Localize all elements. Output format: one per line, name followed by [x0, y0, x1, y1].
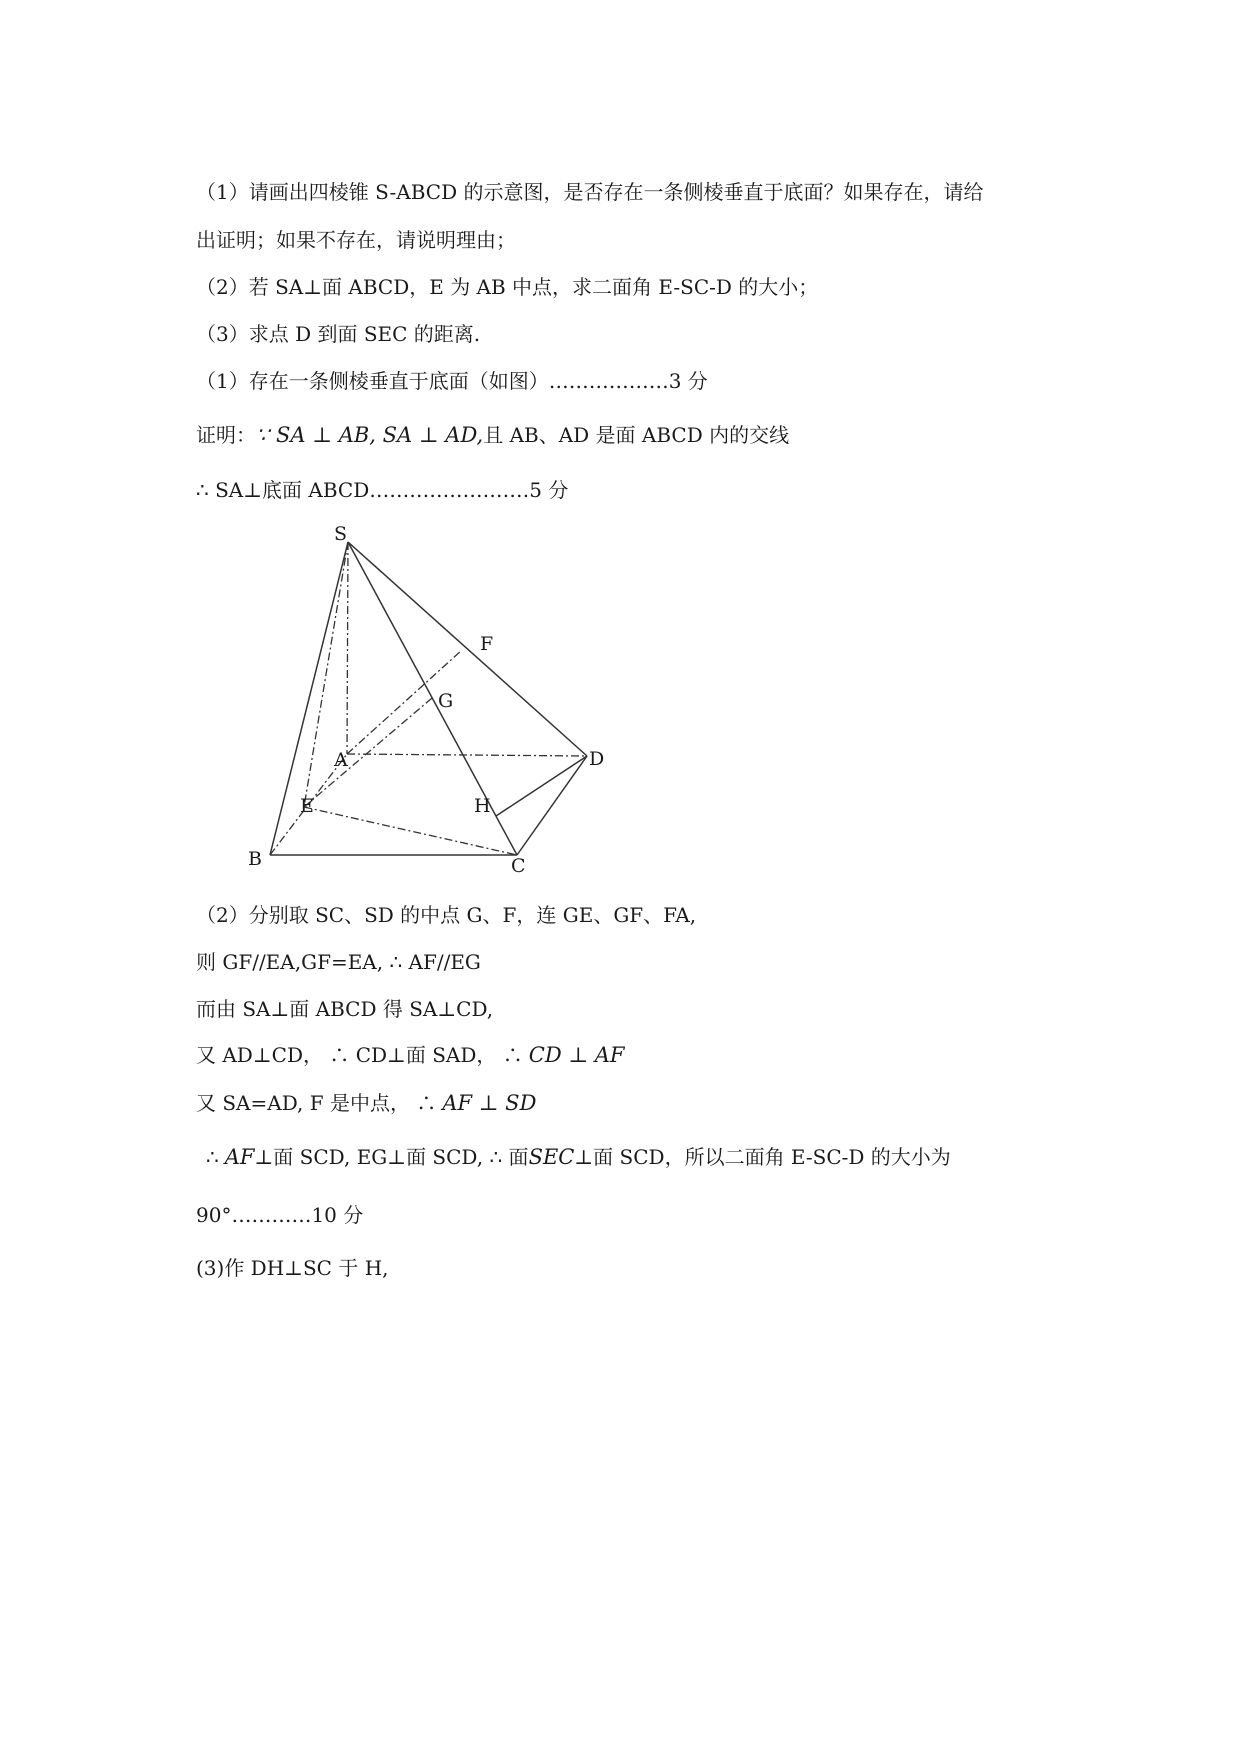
edge-ad: [347, 754, 587, 756]
edge-cd: [517, 756, 587, 855]
label-f: F: [480, 633, 494, 655]
solution-2-line-5: [196, 1089, 536, 1117]
line-6-text-b: ⊥面 SCD, EG⊥面 SCD, ∴ 面: [254, 1145, 529, 1169]
solution-2-line-2: 则 GF//EA,GF=EA, ∴ AF//EG: [196, 950, 481, 974]
solution-2-line-3: 而由 SA⊥面 ABCD 得 SA⊥CD,: [196, 997, 494, 1021]
segment-eg: [304, 698, 432, 807]
question-2: （2）若 SA⊥面 ABCD，E 为 AB 中点，求二面角 E-SC-D 的大小；: [196, 275, 819, 299]
line-6-math-af: AF: [224, 1145, 255, 1169]
label-b: B: [248, 848, 262, 870]
label-h: H: [474, 795, 491, 817]
line-6-math-sec: SEC: [528, 1145, 575, 1169]
question-3: （3）求点 D 到面 SEC 的距离.: [196, 322, 481, 346]
line-6-text-c: ⊥面 SCD，所以二面角 E-SC-D 的大小为: [574, 1145, 951, 1169]
line-4-text: 又 AD⊥CD， ∴ CD⊥面 SAD， ∴: [196, 1043, 523, 1067]
label-a: A: [334, 749, 348, 771]
solution-2-line-7: 90°…………10 分: [196, 1203, 364, 1227]
line-6-therefore: ∴: [206, 1145, 219, 1169]
solution-2-line-4: [196, 1041, 625, 1069]
edge-sa: [347, 542, 348, 754]
line-4-math: CD ⊥ AF: [528, 1043, 625, 1067]
proof-prefix: 证明：: [196, 423, 256, 447]
solution-2-line-1: （2）分别取 SC、SD 的中点 G、F，连 GE、GF、FA,: [196, 903, 697, 927]
edge-sd: [348, 542, 587, 756]
solution-3: (3)作 DH⊥SC 于 H,: [196, 1256, 389, 1280]
line-5-text: 又 SA=AD, F 是中点， ∴: [196, 1091, 437, 1115]
edge-sc: [348, 542, 517, 855]
label-d: D: [589, 748, 605, 770]
question-1-line-1: （1）请画出四棱锥 S-ABCD 的示意图，是否存在一条侧棱垂直于底面？如果存在，请给: [196, 180, 984, 204]
question-1-line-2: 出证明；如果不存在，请说明理由；: [196, 228, 516, 252]
proof-suffix: 且 AB、AD 是面 ABCD 内的交线: [483, 423, 790, 447]
label-c: C: [511, 855, 526, 877]
solution-1: （1）存在一条侧棱垂直于底面（如图）………………3 分: [196, 369, 708, 393]
label-e: E: [300, 795, 314, 817]
label-g: G: [438, 690, 454, 712]
label-s: S: [334, 523, 348, 545]
proof-line: [196, 421, 789, 449]
segment-dh: [496, 756, 587, 816]
proof-math: ∵ SA ⊥ AB, SA ⊥ AD,: [256, 423, 484, 447]
solution-2-line-6: [206, 1143, 951, 1171]
pyramid-figure: [230, 520, 630, 880]
line-5-math: AF ⊥ SD: [442, 1091, 537, 1115]
solution-1-conclusion: ∴ SA⊥底面 ABCD……………………5 分: [196, 478, 569, 502]
